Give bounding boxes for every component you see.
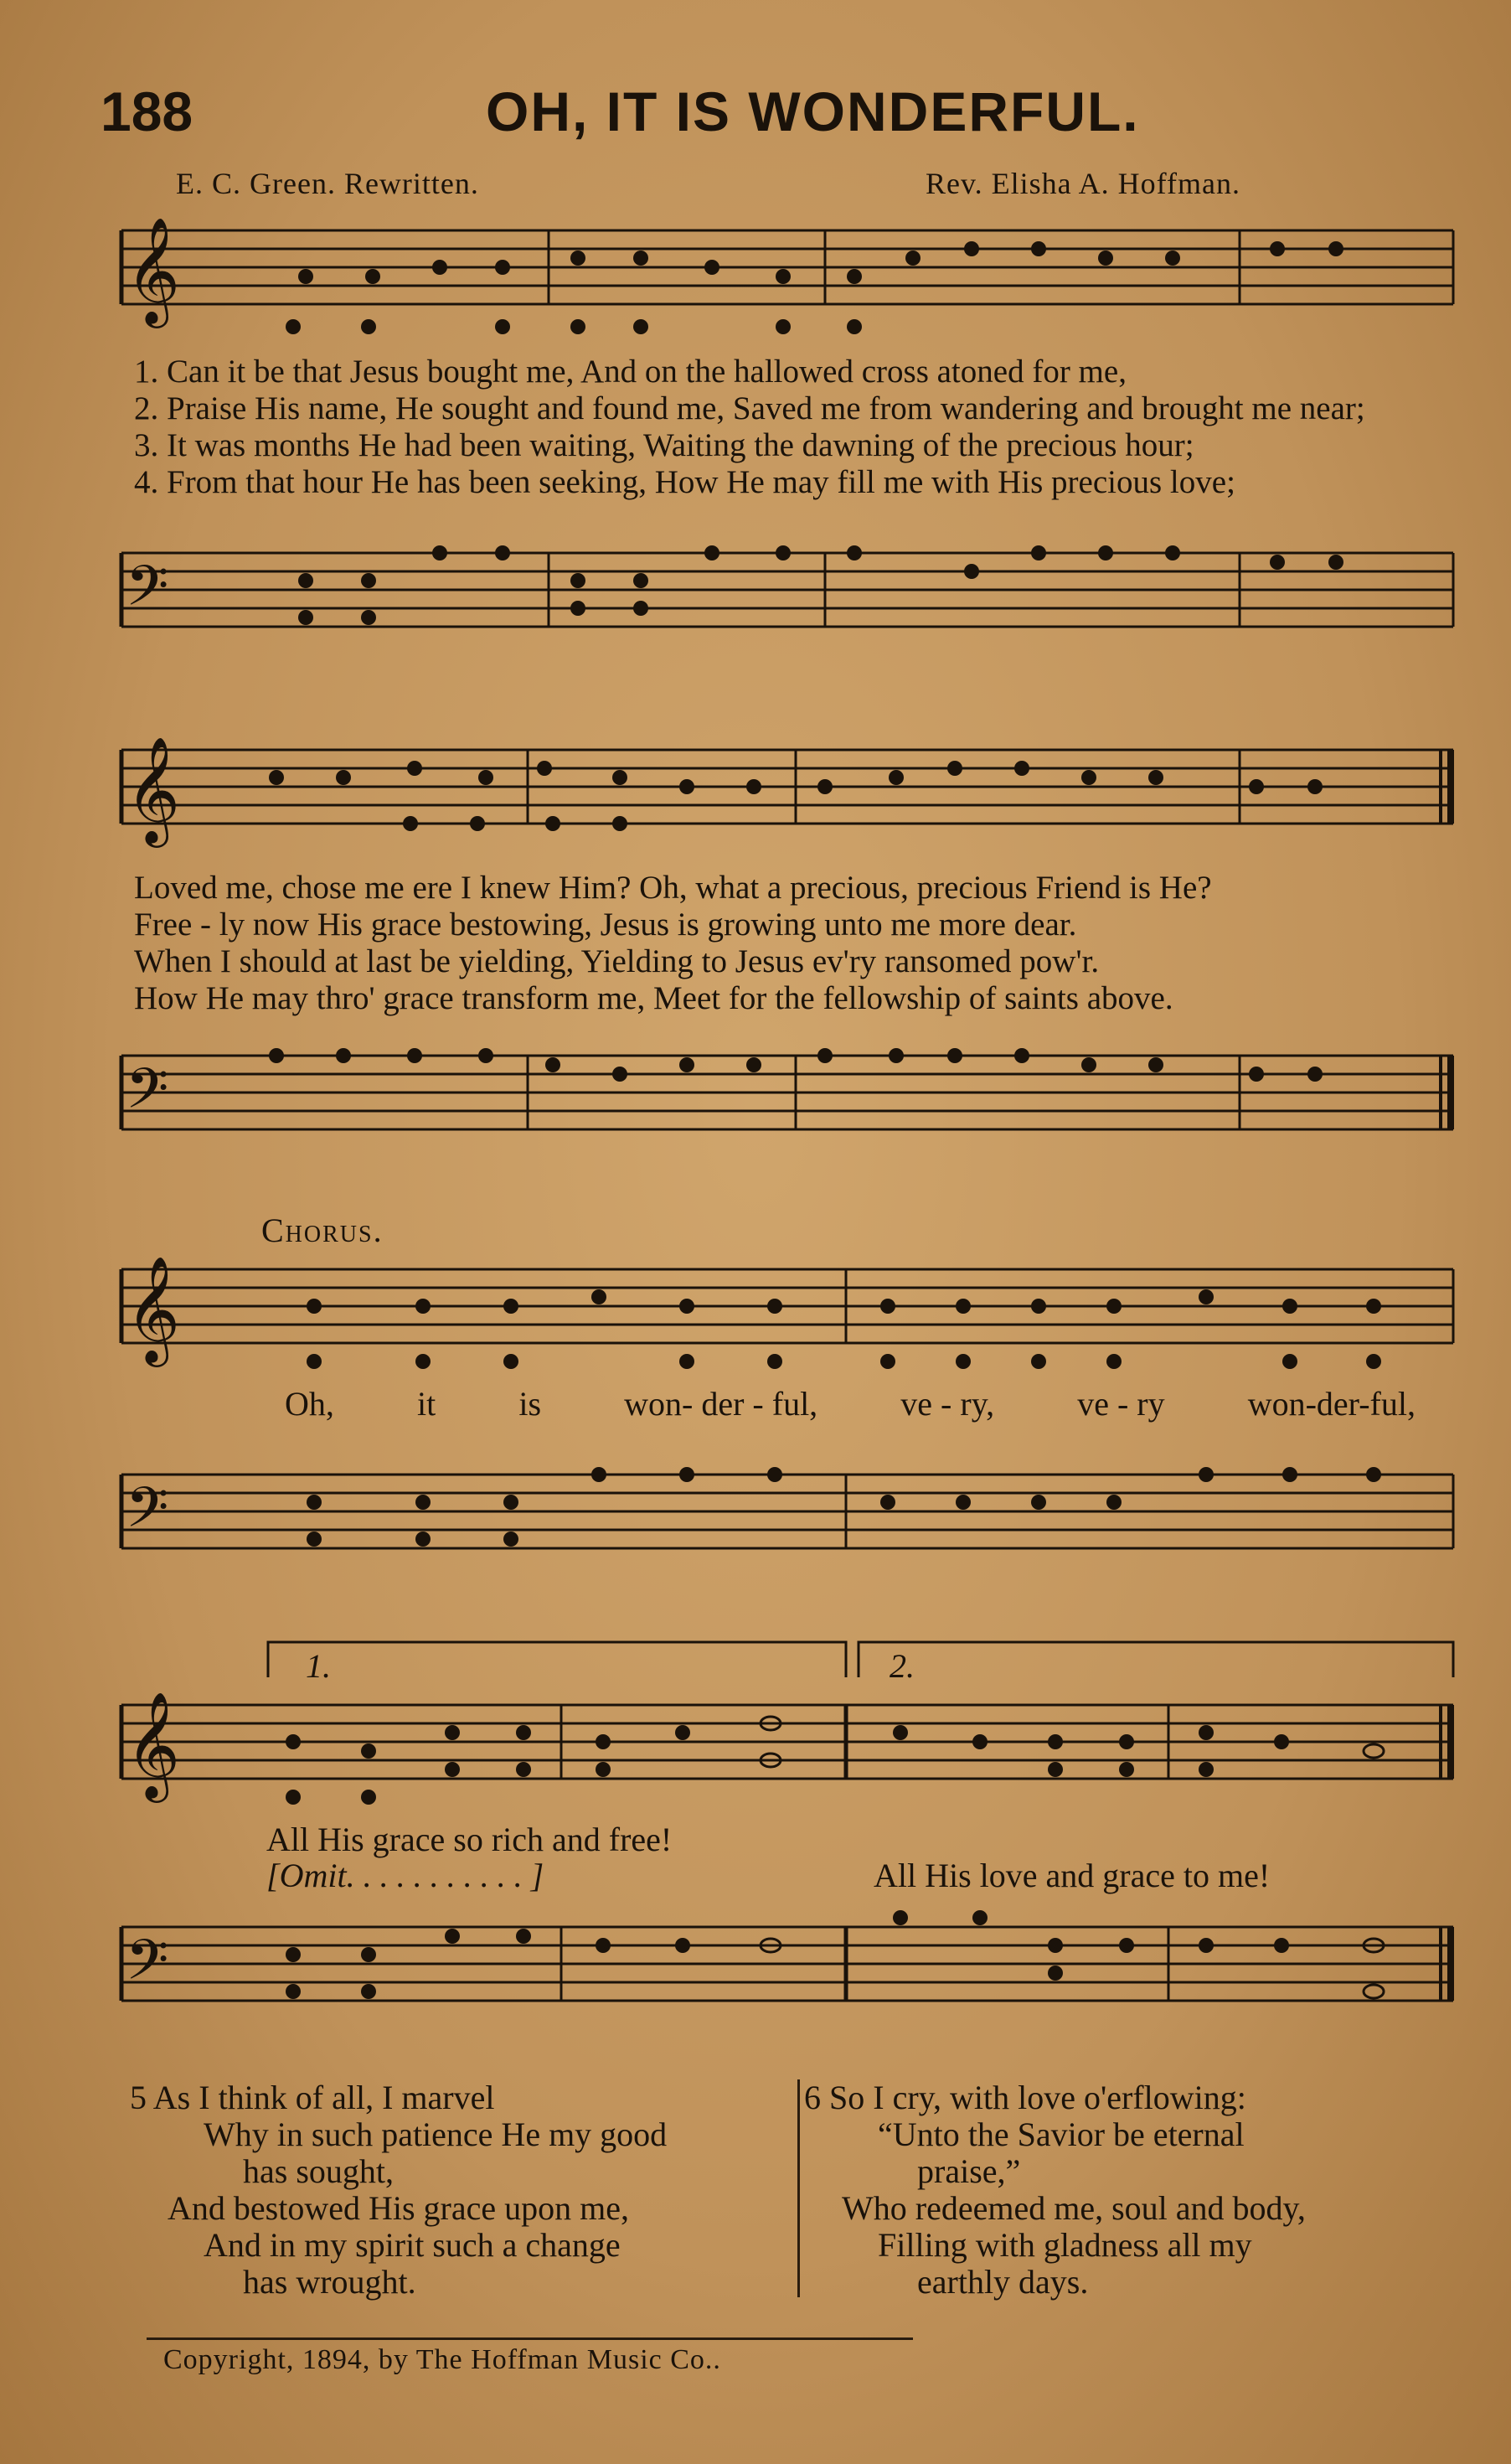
verses-part-b [134, 870, 1212, 1017]
verse-line: Who redeemed me, soul and body, [842, 2189, 1306, 2227]
verse-line: praise,” [917, 2152, 1021, 2190]
chorus-word: it [417, 1385, 436, 1423]
verse-line: Filling with gladness all my [878, 2226, 1252, 2264]
verse-6 [804, 2079, 1306, 2301]
staff-system-1-treble [0, 218, 1511, 360]
second-ending-label: 2. [890, 1647, 915, 1685]
copyright-notice: Copyright, 1894, by The Hoffman Music Co.. [163, 2344, 721, 2375]
page-number: 188 [101, 80, 193, 142]
verse-5 [130, 2079, 667, 2301]
chorus-label: Chorus. [261, 1211, 384, 1249]
verse-line: has wrought. [243, 2263, 416, 2301]
copyright-rule [147, 2337, 913, 2340]
svg-text:𝄞: 𝄞 [126, 1692, 181, 1798]
svg-text:𝄢: 𝄢 [126, 554, 169, 632]
verse-line: 2. Praise His name, He sought and found me, Saved me from wandering and brought me near; [134, 390, 1365, 426]
verse-line: 4. From that hour He has been seeking, How He may fill me with His precious love; [134, 464, 1235, 500]
verse-line: “Unto the Savior be eternal [878, 2115, 1245, 2153]
verse-line: And bestowed His grace upon me, [168, 2189, 629, 2227]
verse-line: Why in such patience He my good [204, 2115, 668, 2153]
chorus-word: won-der-ful, [1247, 1385, 1416, 1423]
chorus-word: ve - ry [1077, 1385, 1165, 1423]
svg-text:𝄞: 𝄞 [126, 1257, 181, 1362]
verse-line: And in my spirit such a change [204, 2226, 621, 2264]
omit-text: [Omit. . . . . . . . . . . ] [266, 1857, 544, 1894]
first-ending-text: All His grace so rich and free! [266, 1821, 673, 1858]
second-ending-text: All His love and grace to me! [874, 1857, 1271, 1894]
svg-text:𝄢: 𝄢 [126, 1928, 169, 2006]
svg-text:𝄞: 𝄞 [126, 737, 181, 843]
staff-system-1-bass [0, 536, 1511, 679]
verse-line: has sought, [243, 2152, 394, 2190]
staff-endings-bass [0, 1910, 1511, 2044]
verse-line: 5 As I think of all, I marvel [130, 2079, 495, 2116]
staff-chorus-bass [0, 1458, 1511, 1592]
verse-line: Free - ly now His grace bestowing, Jesus is growing unto me more dear. [134, 907, 1077, 943]
chorus-word: ve - ry, [900, 1385, 995, 1423]
composer-credit: E. C. Green. Rewritten. [176, 167, 479, 200]
chorus-words [285, 1384, 1416, 1423]
chorus-word: is [518, 1385, 542, 1423]
ending-brackets [0, 1635, 1511, 1686]
verse-line: How He may thro' grace transform me, Meet for the fellowship of saints above. [134, 980, 1173, 1016]
verses-part-a [134, 354, 1365, 501]
verse-line: earthly days. [917, 2263, 1089, 2301]
verse-line: Loved me, chose me ere I knew Him? Oh, what a precious, precious Friend is He? [134, 870, 1212, 906]
svg-text:𝄢: 𝄢 [126, 1056, 169, 1134]
author-credit: Rev. Elisha A. Hoffman. [926, 167, 1240, 200]
chorus-word: Oh, [285, 1385, 334, 1423]
verse-line: 1. Can it be that Jesus bought me, And on the hallowed cross atoned for me, [134, 354, 1127, 390]
staff-system-2-treble [0, 737, 1511, 880]
first-ending-label: 1. [306, 1647, 331, 1685]
svg-text:𝄢: 𝄢 [126, 1475, 169, 1553]
verse-line: 6 So I cry, with love o'erflowing: [804, 2079, 1246, 2116]
staff-endings-treble [0, 1692, 1511, 1835]
chorus-word: won- der - ful, [624, 1385, 818, 1423]
verse-line: When I should at last be yielding, Yielding to Jesus ev'ry ransomed pow'r. [134, 943, 1100, 979]
staff-chorus-treble [0, 1257, 1511, 1382]
staff-system-2-bass [0, 1043, 1511, 1169]
hymn-title: OH, IT IS WONDERFUL. [486, 80, 1140, 142]
verse-line: 3. It was months He had been waiting, Waiting the dawning of the precious hour; [134, 427, 1194, 463]
svg-text:𝄞: 𝄞 [126, 218, 181, 323]
verse-divider [797, 2079, 800, 2297]
